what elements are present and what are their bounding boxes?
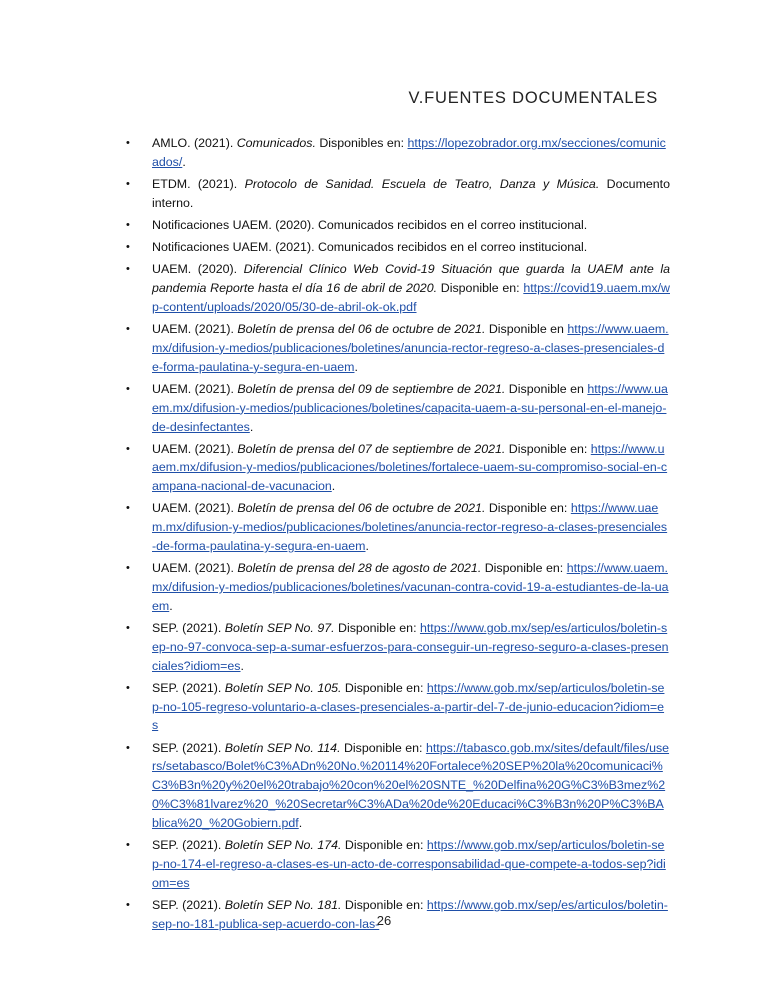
reference-end: . xyxy=(365,539,369,554)
reference-title: Protocolo de Sanidad. Escuela de Teatro, Danza y Música. xyxy=(244,176,600,191)
reference-link[interactable]: https://lopezobrador.org.mx/secciones/comunicados/ xyxy=(152,136,666,169)
reference-item xyxy=(122,134,670,172)
reference-title: Boletín de prensa del 06 de octubre de 2021. xyxy=(237,322,486,337)
reference-link[interactable]: https://www.uaem.mx/difusion-y-medios/publicaciones/boletines/fortalece-uaem-su-compromiso-social-en-campana-nacional-de-vacunacion xyxy=(152,441,668,494)
reference-link[interactable]: https://www.uaem.mx/difusion-y-medios/publicaciones/boletines/vacunan-contra-covid-19-a-estudiantes-de-la-uaem xyxy=(152,561,669,613)
bullet-icon: • xyxy=(126,263,130,276)
reference-item xyxy=(122,679,670,735)
reference-end: . xyxy=(169,598,173,613)
reference-text: UAEM. (2021). xyxy=(152,381,238,396)
reference-item xyxy=(122,380,670,436)
bullet-icon: • xyxy=(126,502,130,515)
reference-item xyxy=(122,440,670,496)
reference-availability: Disponibles en: xyxy=(315,136,408,150)
reference-text: Notificaciones UAEM. (2021). Comunicados recibidos en el correo institucional. xyxy=(152,240,588,255)
reference-title: Boletín de prensa del 06 de octubre de 2021. xyxy=(237,501,486,516)
reference-item xyxy=(122,619,670,675)
bullet-icon: • xyxy=(126,741,130,754)
reference-item xyxy=(122,216,670,235)
reference-title: Boletín SEP No. 97. xyxy=(224,621,335,636)
reference-availability: Disponible en xyxy=(505,381,588,396)
reference-end: . xyxy=(240,658,244,673)
bullet-icon: • xyxy=(126,681,130,694)
reference-title: Boletín SEP No. 174. xyxy=(224,837,342,852)
reference-link[interactable]: https://www.gob.mx/sep/articulos/boletin-sep-no-174-el-regreso-a-clases-es-un-acto-de-corresponsabilidad-que-compete-a-todos-sep?idiom=es xyxy=(152,837,666,890)
reference-link[interactable]: https://covid19.uaem.mx/wp-content/uploads/2020/05/30-de-abril-ok-ok.pdf xyxy=(152,281,670,314)
reference-title: Diferencial Clínico Web Covid-19 Situación que guarda la UAEM ante la pandemia Reporte hasta el día 16 de abril de 2020. xyxy=(152,262,670,296)
reference-text: UAEM. (2021). xyxy=(152,441,238,456)
reference-title: Boletín SEP No. 114. xyxy=(224,740,341,755)
bullet-icon: • xyxy=(126,137,130,149)
reference-link[interactable]: https://www.gob.mx/sep/es/articulos/boletin-sep-no-97-convoca-sep-a-sumar-esfuerzos-para-conseguir-un-regreso-seguro-a-clases-presenciales?idiom=es xyxy=(152,621,669,673)
reference-title: Boletín SEP No. 181. xyxy=(224,897,342,912)
reference-link[interactable]: https://www.gob.mx/sep/es/articulos/boletin-sep-no-181-publica-sep-acuerdo-con-las- xyxy=(152,897,668,931)
reference-availability: Disponible en: xyxy=(481,561,567,576)
reference-text: SEP. (2021). xyxy=(152,621,225,636)
bullet-icon: • xyxy=(126,622,130,635)
bullet-icon: • xyxy=(126,218,130,231)
reference-item xyxy=(122,238,670,257)
reference-text: UAEM. (2021). xyxy=(152,501,238,516)
bullet-icon: • xyxy=(126,442,130,455)
reference-item xyxy=(122,175,670,213)
reference-title: Comunicados. xyxy=(236,136,316,150)
reference-item xyxy=(122,499,670,555)
bullet-icon: • xyxy=(126,241,130,254)
section-heading: V.FUENTES DOCUMENTALES xyxy=(408,89,658,107)
bullet-icon: • xyxy=(126,177,130,190)
references-list xyxy=(122,134,670,937)
reference-link[interactable]: https://tabasco.gob.mx/sites/default/files/users/setabasco/Bolet%C3%ADn%20No.%20114%20Fortalece%20SEP%20la%20comunicaci%C3%B3n%20y%20el%20trabajo%20con%20el%20SNTE_%20Delfina%20G%C3%B3mez%20%C3%81lvarez%20_%20Secretar%C3%ADa%20de%20Educaci%C3%B3n%20P%C3%BAblica%20_%20Gobiern.pdf xyxy=(152,740,670,830)
reference-end: . xyxy=(331,479,336,494)
reference-text: UAEM. (2020). xyxy=(152,262,244,277)
reference-item xyxy=(122,836,670,892)
reference-link[interactable]: https://www.uaem.mx/difusion-y-medios/publicaciones/boletines/anuncia-rector-regreso-a-clases-presenciales-de-forma-paulatina-y-segura-en-uaem xyxy=(152,322,669,374)
reference-text: SEP. (2021). xyxy=(152,837,225,852)
reference-item xyxy=(122,559,670,615)
reference-item xyxy=(122,739,670,833)
reference-end: . xyxy=(298,815,303,830)
reference-availability: Disponible en: xyxy=(341,680,427,695)
reference-link[interactable]: https://www.uaem.mx/difusion-y-medios/publicaciones/boletines/capacita-uaem-a-su-personal-en-el-manejo-de-desinfectantes xyxy=(152,381,668,434)
reference-availability: Disponible en: xyxy=(341,897,427,912)
reference-availability: Disponible en: xyxy=(341,837,427,852)
reference-availability: Disponible en: xyxy=(505,441,591,456)
reference-end: . xyxy=(182,154,186,169)
reference-availability: Disponible en: xyxy=(485,501,571,516)
reference-text: SEP. (2021). xyxy=(152,680,225,695)
reference-item xyxy=(122,320,670,376)
reference-end: . xyxy=(249,419,254,434)
reference-link[interactable]: https://www.uaem.mx/difusion-y-medios/publicaciones/boletines/anuncia-rector-regreso-a-clases-presenciales-de-forma-paulatina-y-segura-en-uaem xyxy=(152,501,668,554)
reference-title: Boletín de prensa del 09 de septiembre de 2021. xyxy=(237,381,506,396)
reference-availability: Documento interno. xyxy=(152,176,671,210)
reference-availability: Disponible en: xyxy=(334,621,420,636)
page-number: 26 xyxy=(376,913,392,928)
reference-text: SEP. (2021). xyxy=(152,897,225,912)
reference-link[interactable]: https://www.gob.mx/sep/articulos/boletin-sep-no-105-regreso-voluntario-a-clases-presenciales-a-partir-del-7-de-junio-educacion?idiom=es xyxy=(152,680,665,733)
bullet-icon: • xyxy=(126,382,130,395)
bullet-icon: • xyxy=(126,838,130,851)
reference-availability: Disponible en: xyxy=(340,740,426,755)
reference-text: UAEM. (2021). xyxy=(152,322,238,337)
reference-title: Boletín SEP No. 105. xyxy=(224,680,342,695)
reference-text: ETDM. (2021). xyxy=(152,176,245,191)
bullet-icon: • xyxy=(126,562,130,575)
reference-availability: Disponible en xyxy=(485,322,568,337)
reference-text: Notificaciones UAEM. (2020). Comunicados recibidos en el correo institucional. xyxy=(152,217,588,232)
reference-text: SEP. (2021). xyxy=(152,740,225,755)
reference-title: Boletín de prensa del 07 de septiembre de 2021. xyxy=(237,441,506,456)
reference-item xyxy=(122,260,670,316)
reference-availability: Disponible en: xyxy=(437,281,524,296)
reference-text: UAEM. (2021). xyxy=(152,561,238,576)
bullet-icon: • xyxy=(126,323,130,336)
bullet-icon: • xyxy=(126,898,130,911)
reference-end: . xyxy=(354,359,358,374)
reference-text: AMLO. (2021). xyxy=(152,136,237,150)
reference-title: Boletín de prensa del 28 de agosto de 2021. xyxy=(237,561,482,576)
